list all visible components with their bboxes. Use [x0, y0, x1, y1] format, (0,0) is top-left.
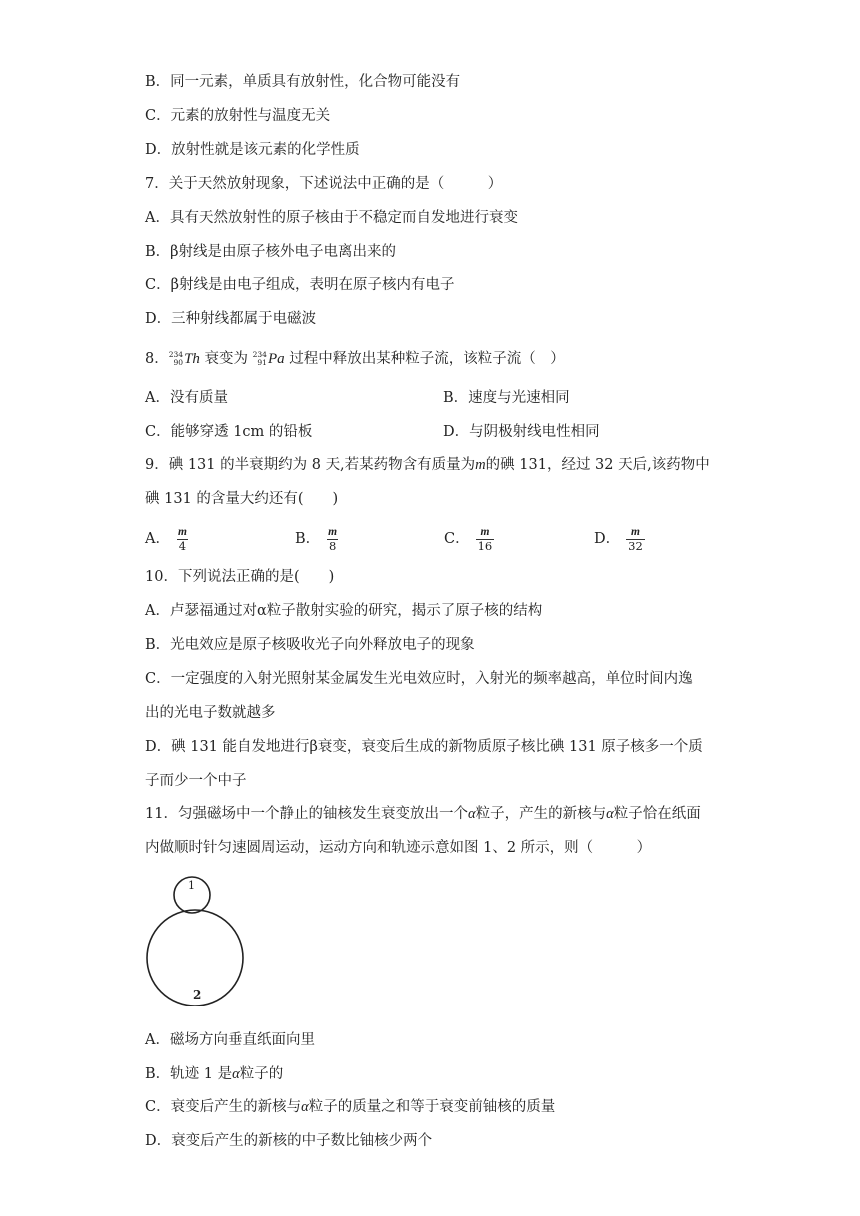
- q6-option-b: B．同一元素，单质具有放射性，化合物可能没有: [145, 74, 461, 90]
- thorium-atomic-number: 90: [173, 358, 184, 367]
- protactinium-nuclide: [253, 349, 285, 369]
- q11-option-a: A．磁场方向垂直纸面向里: [145, 1032, 315, 1048]
- q6-option-c: C．元素的放射性与温度无关: [145, 108, 331, 124]
- thorium-symbol: Th: [184, 351, 200, 367]
- trajectory-label-1: 1: [188, 879, 195, 892]
- q10-option-d-line1: D．碘 131 能自发地进行β衰变，衰变后生成的新物质原子核比碘 131 原子核多一个质: [145, 739, 703, 755]
- q9-option-c-label: C．: [444, 531, 470, 547]
- protactinium-mass-number: 234: [252, 350, 267, 359]
- q9-stem-line1: [145, 455, 710, 475]
- q11-option-d: D．衰变后产生的新核的中子数比铀核少两个: [145, 1133, 433, 1149]
- thorium-nuclide: [169, 349, 200, 369]
- q9-option-c-fraction: [476, 526, 495, 553]
- q9-option-a: [145, 524, 189, 554]
- q11-option-c-text: C．衰变后产生的新核与: [145, 1099, 302, 1115]
- q8-option-d: D．与阴极射线电性相同: [443, 424, 600, 440]
- alpha-symbol: α: [301, 1099, 309, 1115]
- q9-option-d: [594, 524, 645, 554]
- q11-option-b-text-2: 粒子的: [239, 1066, 284, 1082]
- q7-option-b: B．β射线是由原子核外电子电离出来的: [145, 244, 397, 260]
- q9-option-b-fraction: [326, 526, 339, 553]
- q11-option-c: [145, 1097, 555, 1117]
- q7-option-a: A．具有天然放射性的原子核由于不稳定而自发地进行衰变: [145, 210, 518, 226]
- protactinium-symbol: Pa: [267, 351, 285, 367]
- alpha-symbol: α: [232, 1066, 240, 1082]
- q9-stem-line2: 碘 131 的含量大约还有( ): [145, 491, 339, 507]
- q6-option-d: D．放射性就是该元素的化学性质: [145, 142, 360, 158]
- q11-stem-text: 11．匀强磁场中一个静止的铀核发生衰变放出一个: [145, 806, 468, 822]
- q7-option-d: D．三种射线都属于电磁波: [145, 311, 317, 327]
- trajectory-figure: [143, 874, 253, 1006]
- fraction-denominator: 16: [477, 538, 493, 553]
- q8-number: 8．: [145, 351, 169, 367]
- q8-tail-text: 过程中释放出某种粒子流，该粒子流（ ）: [284, 351, 565, 367]
- q9-stem-text-2: 的碘 131，经过 32 天后,该药物中: [485, 457, 710, 473]
- q9-option-a-fraction: [176, 526, 189, 553]
- q8-option-b: B．速度与光速相同: [443, 390, 570, 406]
- q10-stem: 10．下列说法正确的是( ): [145, 569, 335, 585]
- q9-option-d-label: D．: [594, 531, 621, 547]
- alpha-symbol: α: [467, 806, 476, 822]
- q9-mass-variable: m: [475, 457, 486, 473]
- q11-option-b-text: B．轨迹 1 是: [145, 1066, 233, 1082]
- q10-option-d-line2: 子而少一个中子: [145, 773, 247, 789]
- q11-stem-text-2: 粒子，产生的新核与: [475, 806, 607, 822]
- q8-stem: [145, 349, 565, 369]
- q7-option-c: C．β射线是由电子组成，表明在原子核内有电子: [145, 277, 455, 293]
- q10-option-a: A．卢瑟福通过对α粒子散射实验的研究，揭示了原子核的结构: [145, 603, 543, 619]
- q8-option-c: C．能够穿透 1cm 的铅板: [145, 424, 313, 440]
- q10-option-b: B．光电效应是原子核吸收光子向外释放电子的现象: [145, 637, 475, 653]
- trajectory-label-2: 2: [193, 988, 202, 1002]
- fraction-denominator: 4: [178, 538, 187, 553]
- q9-stem-text: 9．碘 131 的半衰期约为 8 天,若某药物含有质量为: [145, 457, 476, 473]
- q11-stem-line1: [145, 804, 701, 824]
- q9-option-d-fraction: [626, 526, 645, 553]
- q7-stem: 7．关于天然放射现象，下述说法中正确的是（ ）: [145, 176, 503, 192]
- fraction-numerator: m: [177, 525, 187, 538]
- q9-option-a-label: A．: [145, 531, 170, 547]
- protactinium-atomic-number: 91: [257, 358, 267, 367]
- q8-mid-text: 衰变为: [199, 351, 253, 367]
- fraction-numerator: m: [480, 525, 490, 538]
- q9-option-c: [444, 524, 494, 554]
- q11-option-c-text-2: 粒子的质量之和等于衰变前铀核的质量: [308, 1099, 556, 1115]
- q10-option-c-line1: C．一定强度的入射光照射某金属发生光电效应时，入射光的频率越高，单位时间内逸: [145, 671, 693, 687]
- fraction-numerator: m: [328, 525, 338, 538]
- q11-stem-text-3: 粒子恰在纸面: [613, 806, 701, 822]
- q9-option-b-label: B．: [295, 531, 321, 547]
- q10-option-c-line2: 出的光电子数就越多: [145, 705, 276, 721]
- q11-stem-line2: 内做顺时针匀速圆周运动，运动方向和轨迹示意如图 1、2 所示，则（ ）: [145, 840, 652, 856]
- q11-option-b: [145, 1064, 283, 1084]
- fraction-denominator: 32: [628, 538, 643, 553]
- q9-option-b: [295, 524, 339, 554]
- alpha-symbol: α: [606, 806, 614, 822]
- q8-option-a: A．没有质量: [145, 390, 228, 406]
- fraction-denominator: 8: [328, 538, 337, 553]
- fraction-numerator: m: [630, 525, 640, 538]
- thorium-mass-number: 234: [168, 350, 184, 359]
